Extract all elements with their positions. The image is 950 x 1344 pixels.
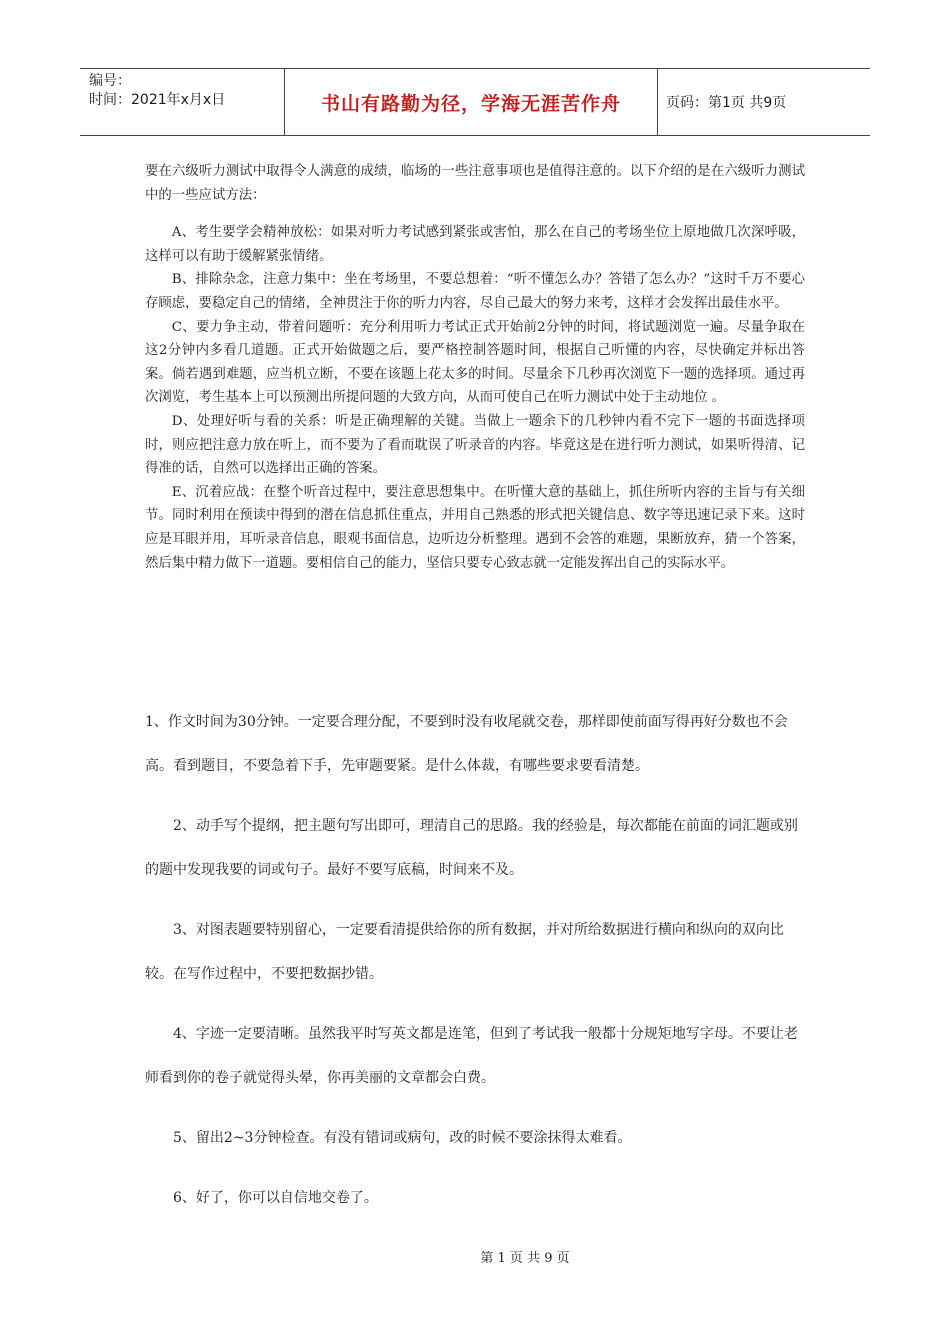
- writing-tip-1: 1、作文时间为30分钟。一定要合理分配，不要到时没有收尾就交卷，那样即使前面写得再好分数也不会高。看到题目，不要急着下手，先审题要紧。是什么体裁，有哪些要求要看清楚。: [145, 714, 788, 774]
- writing-tip-2: 2、动手写个提纲，把主题句写出即可，理清自己的思路。我的经验是，每次都能在前面的词汇题或别的题中发现我要的词或句子。最好不要写底稿，时间来不及。: [145, 818, 798, 878]
- page-header: [80, 68, 870, 136]
- writing-tip-4: 4、字迹一定要清晰。虽然我平时写英文都是连笔，但到了考试我一般都十分规矩地写字母。不要让老师看到你的卷子就觉得头晕，你再美丽的文章都会白费。: [145, 1026, 798, 1086]
- writing-tip-5: 5、留出2~3分钟检查。有没有错词或病句，改的时候不要涂抹得太难看。: [173, 1130, 632, 1146]
- writing-tips: [145, 700, 805, 1236]
- header-motto: 书山有路勤为径，学海无涯苦作舟: [284, 69, 658, 135]
- header-meta: [80, 69, 284, 135]
- page-footer: 第 1 页 共 9 页: [480, 1251, 570, 1266]
- tip-paragraph-d: D、处理好听与看的关系：听是正确理解的关键。当做上一题余下的几秒钟内看不完下一题的书面选择项时，则应把注意力放在听上，而不要为了看而耽误了听录音的内容。毕竟这是在进行听力测试，如果听得清、记得准的话，自然可以选择出正确的答案。: [145, 413, 805, 477]
- tip-paragraph-b: B、排除杂念，注意力集中：坐在考场里，不要总想着：“听不懂怎么办？答错了怎么办？”这时千万不要心存顾虑，要稳定自己的情绪，全神贯注于你的听力内容，尽自己最大的努力来考，这样才会发挥出最佳水平。: [145, 272, 805, 311]
- header-page-info: 页码：第1页 共9页: [666, 95, 787, 111]
- tip-paragraph-e: E、沉着应战：在整个听音过程中，要注意思想集中。在听懂大意的基础上，抓住所听内容的主旨与有关细节。同时利用在预读中得到的潜在信息抓住重点，并用自己熟悉的形式把关键信息、数字等迅速记录下来。这时应是耳眼并用，耳听录音信息，眼观书面信息，边听边分析整理。遇到不会答的难题，果断放弃，猜一个答案，然后集中精力做下一道题。要相信自己的能力，坚信只要专心致志就一定能发挥出自己的实际水平。: [145, 484, 805, 571]
- writing-tip-3: 3、对图表题要特别留心，一定要看清提供给你的所有数据，并对所给数据进行横向和纵向的双向比较。在写作过程中，不要把数据抄错。: [145, 922, 784, 982]
- tip-paragraph-a: A、考生要学会精神放松：如果对听力考试感到紧张或害怕，那么在自己的考场坐位上原地做几次深呼吸，这样可以有助于缓解紧张情绪。: [145, 225, 805, 264]
- paragraph-gap: [145, 207, 805, 221]
- document-time-label: 时间：2021年x月x日: [89, 92, 226, 108]
- document-number-label: 编号：: [89, 73, 131, 89]
- writing-tip-6: 6、好了，你可以自信地交卷了。: [173, 1190, 378, 1206]
- document-body: [145, 160, 805, 575]
- tip-paragraph-c: C、要力争主动，带着问题听：充分利用听力考试正式开始前2分钟的时间，将试题浏览一遍。尽量争取在这2分钟内多看几道题。正式开始做题之后，要严格控制答题时间，根据自己听懂的内容，尽快确定并标出答案。倘若遇到难题，应当机立断，不要在该题上花太多的时间。尽量余下几秒再次浏览下一题的选择项。通过再次浏览，考生基本上可以预测出所提问题的大致方向，从而可使自己在听力测试中处于主动地位 。: [145, 319, 805, 406]
- intro-paragraph: 要在六级听力测试中取得令人满意的成绩，临场的一些注意事项也是值得注意的。以下介绍的是在六级听力测试中的一些应试方法：: [145, 164, 805, 203]
